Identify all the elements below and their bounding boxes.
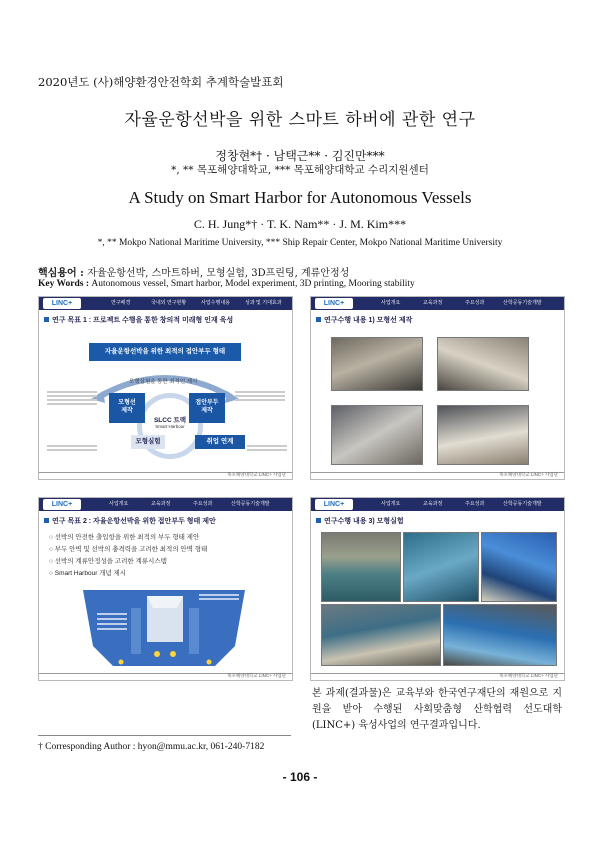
box-harbor: 접안부두 제작 [189, 393, 225, 423]
linc-logo: LINC+ [43, 298, 81, 309]
nav-item: 사업개요 [381, 300, 401, 306]
slide-model-ship-construction [310, 296, 565, 480]
paper-title-korean: 자율운항선박을 위한 스마트 하버에 관한 연구 [124, 110, 476, 130]
nav-item: 산학공동기술개발 [231, 501, 270, 507]
diagram-callout [97, 610, 127, 633]
slide-heading: 연구 목표 2 : 자율운항선박을 위한 접안부두 형태 제안 [44, 516, 216, 526]
box-model-test: 모형실험 [131, 435, 165, 449]
nav-item: 성과 및 기대효과 [245, 300, 282, 306]
nav-item: 교육과정 [423, 300, 443, 306]
bullet-item: ○ 선박의 계류안정성을 고려한 계류시스템 [49, 558, 167, 565]
nav-item: 주요성과 [465, 501, 485, 507]
slide-heading: 연구수행 내용 3) 모형실험 [316, 516, 404, 526]
nav-item: 국내외 연구현황 [151, 300, 187, 306]
authors-korean: 정창현*† · 남택근** · 김진만*** [215, 149, 385, 163]
photo-basin-4 [321, 604, 441, 666]
center-title: SLCC 트랙 [153, 417, 187, 424]
box-employment: 취업 연계 [195, 435, 245, 449]
box-model-ship: 모형선 제작 [109, 393, 145, 423]
slide-footer: 목포해양대학교 LINC+ 사업단 [499, 673, 558, 678]
left-bottom-note [47, 443, 97, 459]
left-note-block [47, 389, 97, 417]
slide-nav-bar [311, 297, 564, 310]
photo-basin-5 [443, 604, 557, 666]
bullet-item: ○ 선박의 안전한 출입항을 위한 최적의 부두 형태 제안 [49, 534, 200, 541]
keywords-english-label: Key Words : [38, 279, 92, 289]
keywords-korean-text: 자율운항선박, 스마트하버, 모형실험, 3D프린팅, 계류안정성 [87, 268, 350, 279]
nav-item: 산학공동기술개발 [503, 501, 542, 507]
diagram-callout [199, 592, 239, 602]
nav-item: 사업수행내용 [201, 300, 230, 306]
goal-banner: 자율운항선박을 위한 최적의 접안부두 형태 [89, 343, 241, 361]
photo-basin-2 [403, 532, 479, 602]
nav-item: 산학공동기술개발 [503, 300, 542, 306]
nav-item: 사업개요 [109, 501, 129, 507]
nav-item: 교육과정 [423, 501, 443, 507]
corresponding-author-footnote: † Corresponding Author : hyon@mmu.ac.kr, 061-240-7182 [38, 742, 265, 752]
photo-basin-3 [481, 532, 557, 602]
photo-workshop-3 [331, 405, 423, 465]
slide-heading: 연구수행 내용 1) 모형선 제작 [316, 315, 412, 325]
harbor-plan-diagram [39, 498, 292, 680]
nav-item: 사업개요 [381, 501, 401, 507]
keywords-korean [38, 264, 349, 279]
affiliation-english: *, ** Mokpo National Maritime University, *** Ship Repair Center, Mokpo National Maritime University [97, 238, 503, 248]
right-bottom-note [247, 443, 287, 459]
nav-item: 연구배경 [111, 300, 131, 306]
photo-workshop-2 [437, 337, 529, 391]
conference-name: 2020년도 (사)해양환경안전학회 추계학술발표회 [38, 75, 284, 89]
linc-logo: LINC+ [315, 298, 353, 309]
photo-basin-1 [321, 532, 401, 602]
authors-english: C. H. Jung*† · T. K. Nam** · J. M. Kim*** [193, 217, 407, 231]
acknowledgement: 본 과제(결과물)은 교육부와 한국연구재단의 재원으로 지원을 받아 수행된 사회맞춤형 산학협력 선도대학(LINC+) 육성사업의 연구결과입니다. [312, 688, 562, 731]
slide-heading: 연구 목표 1 : 프로젝트 수행을 통한 창의적 미래형 인재 육성 [44, 315, 233, 325]
slide-research-goal-1 [38, 296, 293, 480]
affiliation-korean: *, ** 목포해양대학교, *** 목포해양대학교 수리지원센터 [171, 164, 429, 176]
linc-logo: LINC+ [43, 499, 81, 510]
slide-research-goal-2 [38, 497, 293, 681]
slide-footer: 목포해양대학교 LINC+ 사업단 [499, 472, 558, 477]
paper-title-english: A Study on Smart Harbor for Autonomous Vessels [128, 188, 472, 207]
footnote-divider [38, 735, 291, 736]
arc-label: 모형실험을 통한 최적인 제시 [129, 379, 198, 385]
nav-item: 교육과정 [151, 501, 171, 507]
linc-logo: LINC+ [315, 499, 353, 510]
slide-footer: 목포해양대학교 LINC+ 사업단 [227, 673, 286, 678]
nav-item: 주요성과 [465, 300, 485, 306]
slide-nav-bar [311, 498, 564, 511]
bullet-item: ○ Smart Harbour 개념 제시 [49, 570, 127, 577]
keywords-english [38, 279, 415, 289]
keywords-korean-label: 핵심용어 : [38, 268, 88, 279]
page-number: - 106 - [282, 770, 318, 784]
nav-item: 주요성과 [193, 501, 213, 507]
slide-model-experiment [310, 497, 565, 681]
right-note-block [235, 389, 285, 417]
photo-workshop-4 [437, 405, 529, 465]
keywords-english-text: Autonomous vessel, Smart harbor, Model experiment, 3D printing, Mooring stability [91, 279, 415, 289]
center-subtitle: Smart Harbour [155, 424, 185, 429]
slide-footer: 목포해양대학교 LINC+ 사업단 [227, 472, 286, 477]
photo-workshop-1 [331, 337, 423, 391]
bullet-item: ○ 부두 안벽 및 선박의 충격력을 고려한 최적의 안벽 형태 [49, 546, 208, 553]
